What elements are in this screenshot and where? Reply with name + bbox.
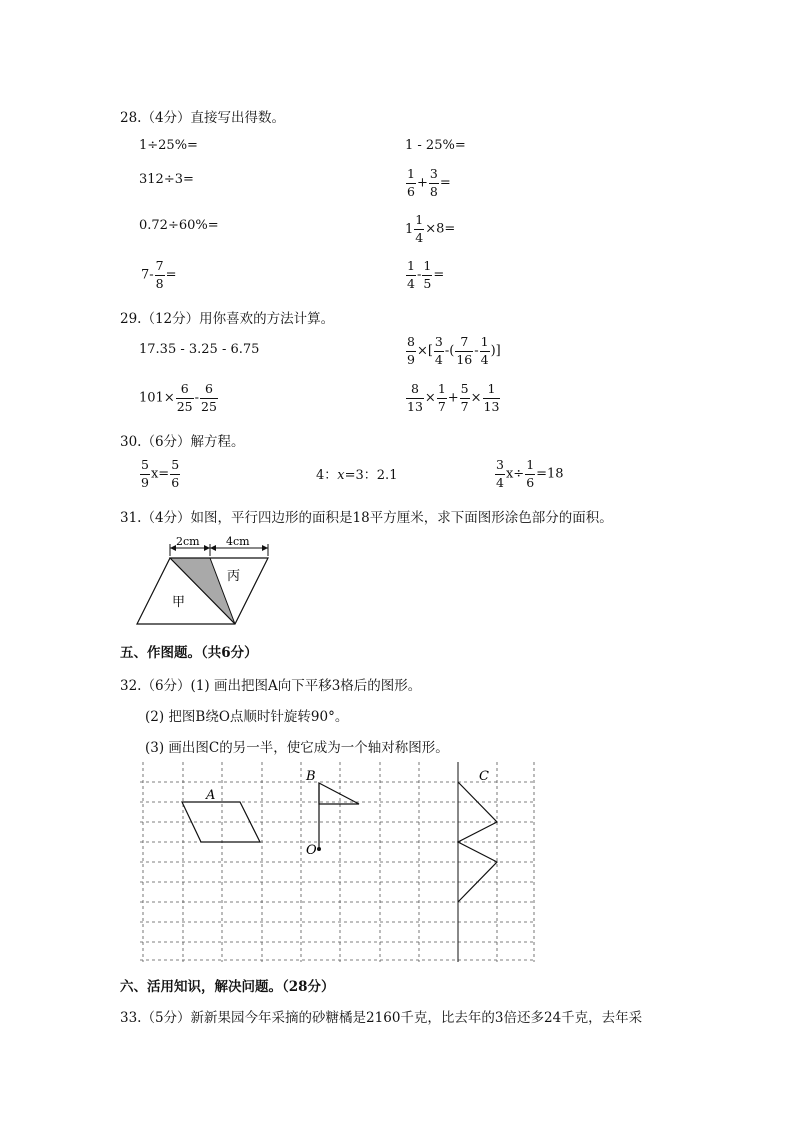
fraction: $\frac{5}{7}$ xyxy=(460,381,469,414)
label-bing: 丙 xyxy=(227,569,241,584)
dim-label-2cm: 2cm xyxy=(176,535,200,548)
fraction: $\frac{1}{4}$ xyxy=(415,212,424,245)
parallelogram-figure xyxy=(134,534,284,630)
q32-line2: (2) 把图B绕O点顺时针旋转90°。 xyxy=(145,709,349,725)
q29-item-a: 17.35 - 3.25 - 6.75 xyxy=(139,342,260,357)
fraction: $\frac{1}{7}$ xyxy=(437,381,446,414)
fraction: $\frac{6}{25}$ xyxy=(176,381,193,414)
q28-item-g: 7- $\frac{7}{8}$ = xyxy=(141,258,177,291)
point-o xyxy=(317,847,321,851)
q32-line1: 32.（6分）(1) 画出把图A向下平移3格后的图形。 xyxy=(120,678,422,694)
fraction: $\frac{6}{25}$ xyxy=(201,381,217,414)
q33-text: 33.（5分）新新果园今年采摘的砂糖橘是2160千克，比去年的3倍还多24千克，去年采 xyxy=(120,1010,643,1026)
q28-item-b: 1 - 25%= xyxy=(405,138,466,153)
q30-heading: 30.（6分）解方程。 xyxy=(120,434,245,450)
fraction: $\frac{1}{5}$ xyxy=(423,258,432,291)
q29-item-b: $\frac{8}{9}$ ×[ $\frac{3}{4}$ -( $\frac{7}{16}$ - $\frac{1}{4}$ )] xyxy=(407,334,501,367)
q30-item-b: 4：x=3：2.1 xyxy=(316,468,398,483)
q30-item-c: $\frac{3}{4}$ x÷ $\frac{1}{6}$ =18 xyxy=(496,457,564,490)
dim-label-4cm: 4cm xyxy=(226,535,250,548)
q28-item-d: $\frac{1}{6}$ + $\frac{3}{8}$ = xyxy=(407,166,451,199)
label-jia: 甲 xyxy=(172,595,186,610)
fraction: $\frac{3}{8}$ xyxy=(429,166,438,199)
fraction: $\frac{7}{8}$ xyxy=(155,258,164,291)
section-5-title: 五、作图题。（共6分） xyxy=(120,645,258,661)
label-b: B xyxy=(306,769,316,784)
section-6-title: 六、活用知识，解决问题。（28分） xyxy=(120,979,335,995)
figure-b-flag xyxy=(319,783,359,804)
fraction: $\frac{8}{9}$ xyxy=(407,334,415,367)
q29-item-c: 101× $\frac{6}{25}$ - $\frac{6}{25}$ xyxy=(139,381,217,414)
q29-heading: 29.（12分）用你喜欢的方法计算。 xyxy=(120,311,335,327)
q28-item-e: 0.72÷60%= xyxy=(139,218,219,233)
q31-heading: 31.（4分）如图，平行四边形的面积是18平方厘米，求下面图形涂色部分的面积。 xyxy=(120,510,613,526)
q32-line3: (3) 画出图C的另一半，使它成为一个轴对称图形。 xyxy=(145,740,449,756)
fraction: $\frac{1}{13}$ xyxy=(483,381,500,414)
fraction: $\frac{3}{4}$ xyxy=(434,334,443,367)
fraction: $\frac{1}{6}$ xyxy=(407,166,415,199)
q30-item-a: $\frac{5}{9}$ x= $\frac{5}{6}$ xyxy=(141,457,180,490)
label-o: O xyxy=(306,843,317,858)
fraction: $\frac{1}{4}$ xyxy=(480,334,489,367)
label-a: A xyxy=(206,788,216,803)
q28-item-f: 1 $\frac{1}{4}$ ×8= xyxy=(405,212,456,245)
drawing-grid xyxy=(140,762,540,964)
fraction: $\frac{7}{16}$ xyxy=(456,334,473,367)
q29-item-d: $\frac{8}{13}$ × $\frac{1}{7}$ + $\frac{5}{7}$ × $\frac{1}{13}$ xyxy=(407,381,500,414)
q28-item-c: 312÷3= xyxy=(139,172,194,187)
fraction: $\frac{3}{4}$ xyxy=(496,457,504,490)
fraction: $\frac{5}{6}$ xyxy=(171,457,180,490)
label-c: C xyxy=(479,769,489,784)
fraction: $\frac{1}{4}$ xyxy=(407,258,415,291)
fraction: $\frac{5}{9}$ xyxy=(141,457,149,490)
q28-item-h: $\frac{1}{4}$ - $\frac{1}{5}$ = xyxy=(407,258,445,291)
fraction: $\frac{1}{6}$ xyxy=(526,457,535,490)
q28-heading: 28.（4分）直接写出得数。 xyxy=(120,110,286,126)
fraction: $\frac{8}{13}$ xyxy=(407,381,423,414)
q28-item-a: 1÷25%= xyxy=(139,138,198,153)
